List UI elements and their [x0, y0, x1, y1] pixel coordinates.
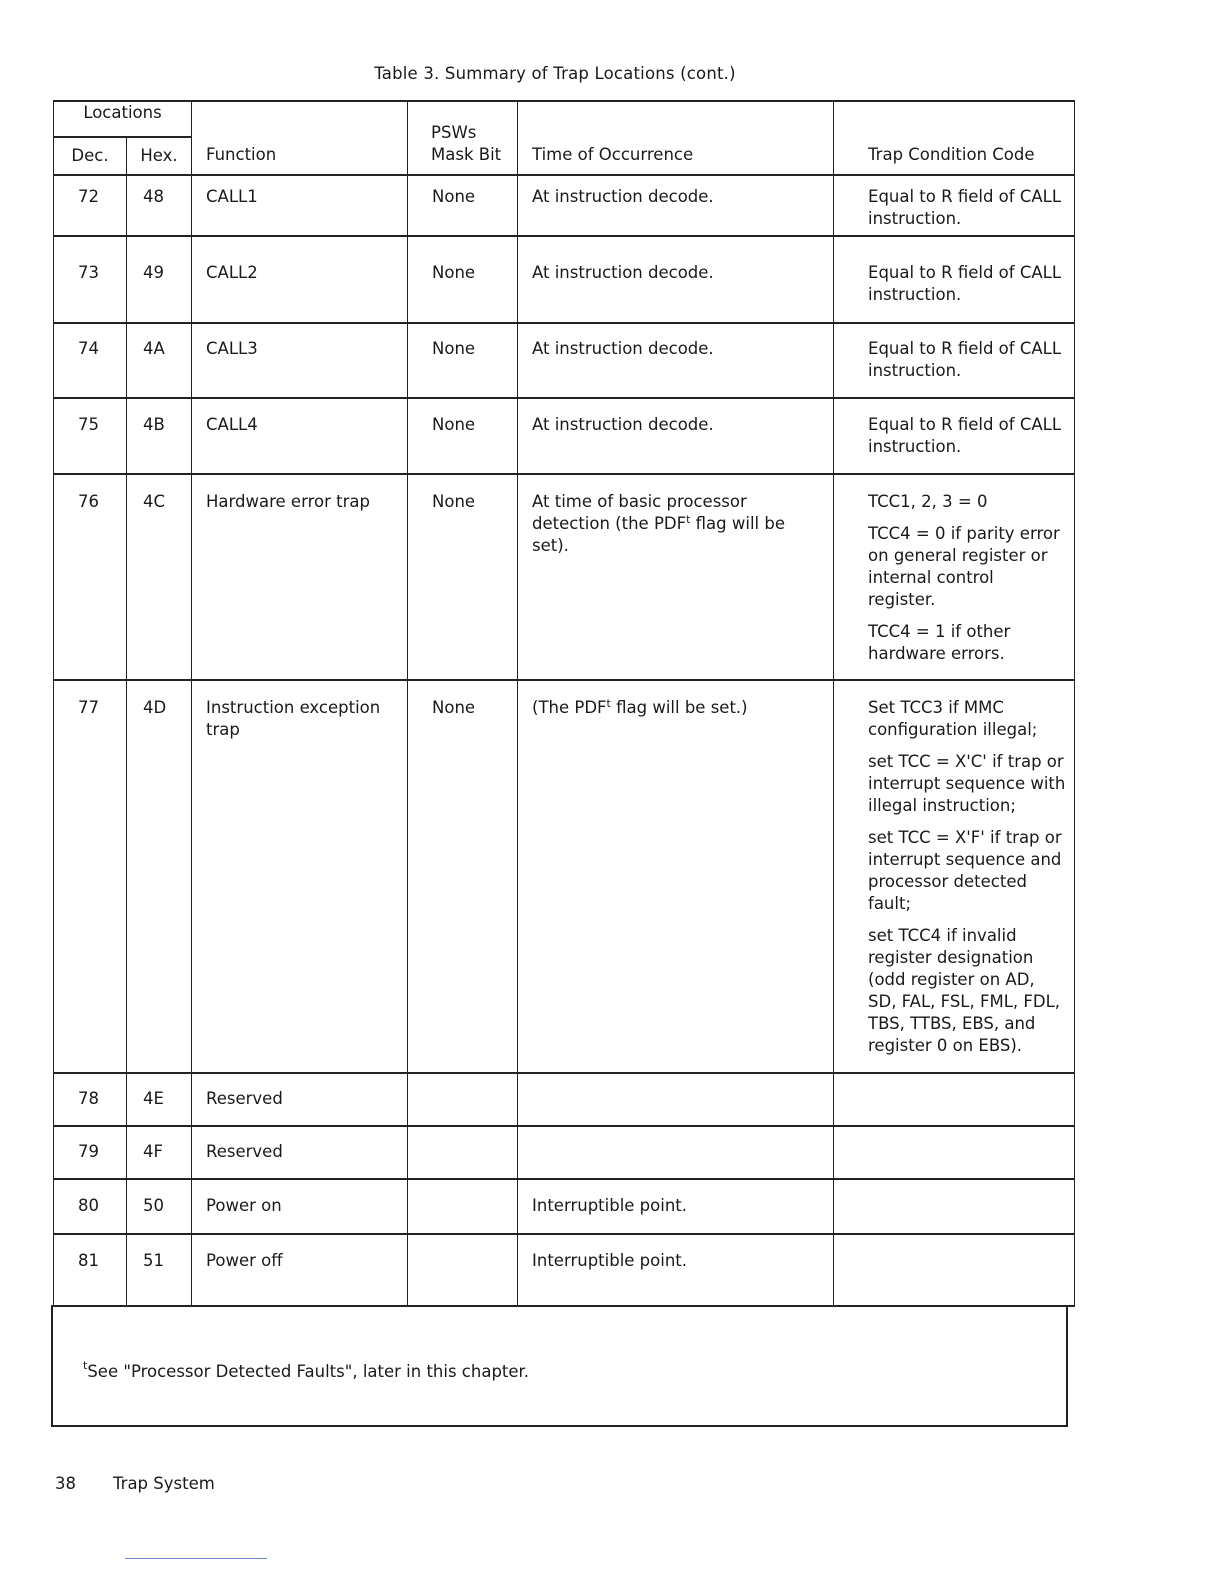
cell-tcc: Equal to R field of CALL instruction. [834, 398, 1075, 474]
cell-hex: 48 [127, 175, 192, 236]
cell-time: Interruptible point. [518, 1179, 834, 1234]
cell-psw [408, 1234, 518, 1306]
header-hex: Hex. [127, 137, 192, 175]
cell-function: Reserved [192, 1126, 408, 1179]
cell-time: At instruction decode. [518, 398, 834, 474]
table-row [54, 1234, 1075, 1306]
page-number: 38 [55, 1474, 76, 1493]
cell-tcc [834, 1126, 1075, 1179]
cell-dec: 73 [54, 236, 127, 323]
table-row [54, 236, 1075, 323]
cell-function: CALL4 [192, 398, 408, 474]
cell-psw: None [408, 680, 518, 1073]
cell-tcc: TCC1, 2, 3 = 0 TCC4 = 0 if parity error on general register or internal control register. TCC4 = 1 if other hardware errors. [834, 474, 1075, 680]
table-row [54, 1073, 1075, 1126]
cell-hex: 4C [127, 474, 192, 680]
cell-tcc: Equal to R field of CALL instruction. [834, 323, 1075, 398]
cell-time: At time of basic processor detection (the PDF$^t$ flag will be set). [518, 474, 834, 680]
cell-psw: None [408, 323, 518, 398]
table-row [54, 680, 1075, 1073]
cell-tcc [834, 1234, 1075, 1306]
footnote-mark: t [686, 513, 691, 526]
cell-function: CALL2 [192, 236, 408, 323]
cell-time [518, 1126, 834, 1179]
cell-tcc [834, 1179, 1075, 1234]
table-row [54, 1126, 1075, 1179]
table-row [54, 323, 1075, 398]
cell-function: Instruction exception trap [192, 680, 408, 1073]
table-row [54, 474, 1075, 680]
cell-dec: 76 [54, 474, 127, 680]
footnote-box [51, 1305, 1068, 1427]
scan-artifact-line [125, 1558, 267, 1559]
cell-psw: None [408, 398, 518, 474]
cell-tcc: Equal to R field of CALL instruction. [834, 175, 1075, 236]
header-row-1 [54, 101, 1075, 137]
cell-dec: 78 [54, 1073, 127, 1126]
cell-dec: 72 [54, 175, 127, 236]
cell-dec: 81 [54, 1234, 127, 1306]
footnote-mark: t [83, 1359, 88, 1372]
cell-hex: 51 [127, 1234, 192, 1306]
cell-psw: None [408, 474, 518, 680]
header-dec: Dec. [54, 137, 127, 175]
cell-dec: 80 [54, 1179, 127, 1234]
cell-time: (The PDF$^t$ flag will be set.) [518, 680, 834, 1073]
table-row [54, 1179, 1075, 1234]
page-footer [55, 1474, 215, 1493]
header-locations: Locations [54, 101, 192, 137]
table-caption: Table 3. Summary of Trap Locations (cont.) [374, 64, 736, 83]
cell-hex: 4E [127, 1073, 192, 1126]
header-trap-condition-code: Trap Condition Code [834, 101, 1075, 175]
cell-tcc [834, 1073, 1075, 1126]
table-row [54, 398, 1075, 474]
cell-tcc: Equal to R field of CALL instruction. [834, 236, 1075, 323]
footnote-text: See "Processor Detected Faults", later in this chapter. [87, 1362, 530, 1381]
footnote-mark: t [606, 697, 611, 710]
cell-dec: 77 [54, 680, 127, 1073]
cell-function: CALL1 [192, 175, 408, 236]
cell-function: Power off [192, 1234, 408, 1306]
cell-hex: 4F [127, 1126, 192, 1179]
cell-hex: 4B [127, 398, 192, 474]
cell-psw [408, 1073, 518, 1126]
cell-dec: 74 [54, 323, 127, 398]
cell-time: At instruction decode. [518, 236, 834, 323]
cell-hex: 4A [127, 323, 192, 398]
cell-psw [408, 1179, 518, 1234]
cell-time: Interruptible point. [518, 1234, 834, 1306]
cell-time: At instruction decode. [518, 323, 834, 398]
cell-psw [408, 1126, 518, 1179]
trap-locations-table [53, 100, 1075, 1307]
cell-psw: None [408, 236, 518, 323]
header-psw-line2: Mask Bit [431, 145, 502, 164]
footnote [83, 1359, 530, 1381]
cell-function: Hardware error trap [192, 474, 408, 680]
cell-time [518, 1073, 834, 1126]
header-time-of-occurrence: Time of Occurrence [518, 101, 834, 175]
cell-time: At instruction decode. [518, 175, 834, 236]
header-psw-line1: PSWs [431, 123, 477, 142]
cell-psw: None [408, 175, 518, 236]
cell-function: Reserved [192, 1073, 408, 1126]
cell-hex: 50 [127, 1179, 192, 1234]
cell-dec: 79 [54, 1126, 127, 1179]
header-function: Function [192, 101, 408, 175]
cell-tcc: Set TCC3 if MMC configuration illegal; set TCC = X'C' if trap or interrupt sequence with illegal instruction; set TCC = X'F' if trap or interrupt sequence and processor detected fault; set TCC4 if invalid register designation (odd register on AD, SD, FAL, FSL, FML, FDL, TBS, TTBS, EBS, and register 0 on EBS). [834, 680, 1075, 1073]
cell-hex: 49 [127, 236, 192, 323]
cell-hex: 4D [127, 680, 192, 1073]
cell-dec: 75 [54, 398, 127, 474]
cell-function: CALL3 [192, 323, 408, 398]
header-psw-mask-bit [408, 101, 518, 175]
table-row [54, 175, 1075, 236]
section-name: Trap System [113, 1474, 215, 1493]
cell-function: Power on [192, 1179, 408, 1234]
